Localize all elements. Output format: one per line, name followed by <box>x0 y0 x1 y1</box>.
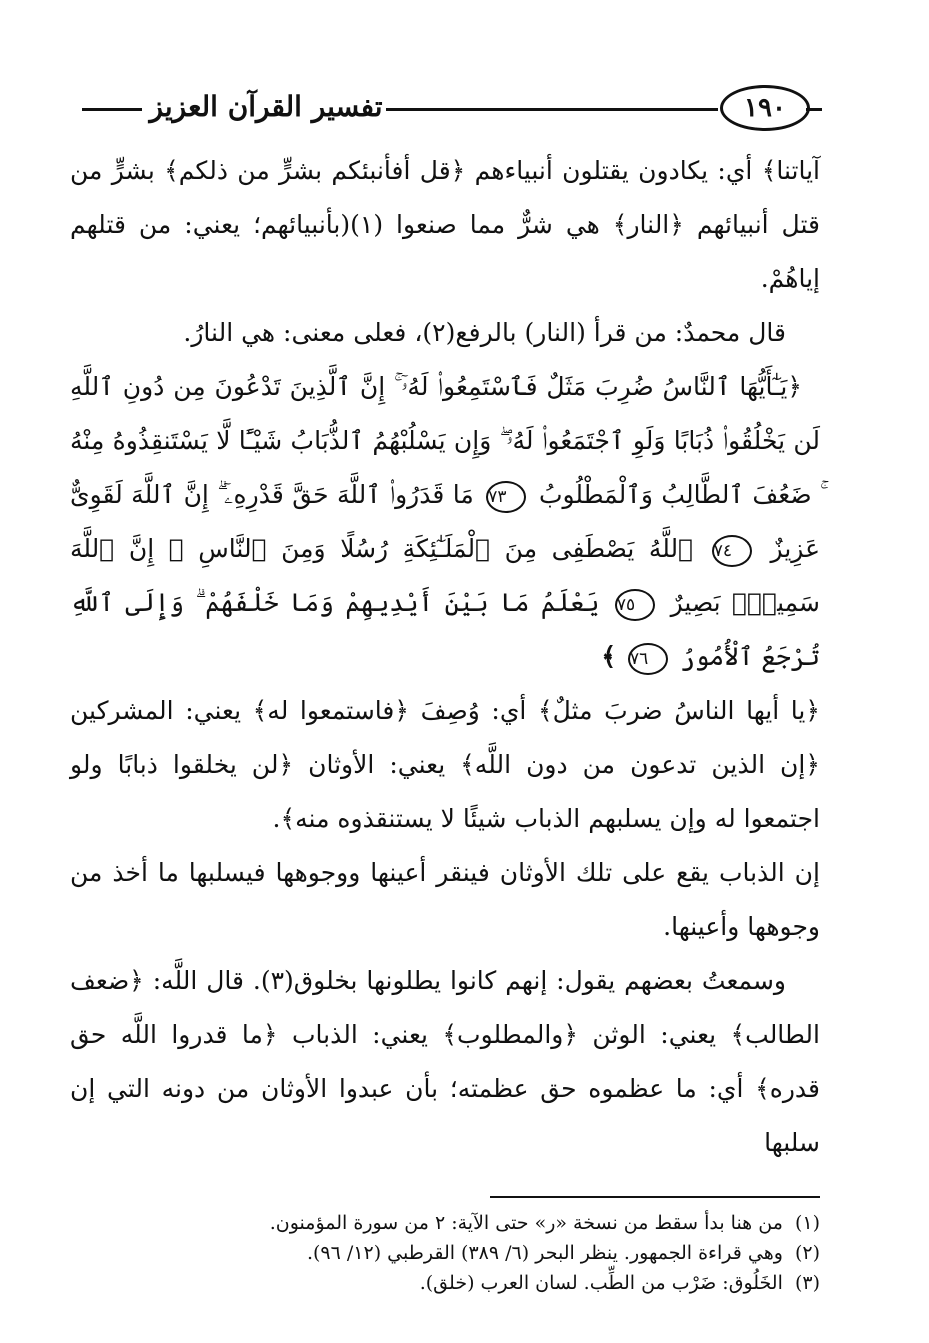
verse-number-marker: ٧٦ <box>628 643 668 675</box>
footnote <box>70 1208 820 1238</box>
footnote-text: من هنا بدأ سقط من نسخة «ر» حتى الآية: ٢ من سورة المؤمنون. <box>269 1212 783 1234</box>
footnote-number: (١) <box>794 1212 820 1234</box>
page-header <box>70 82 820 144</box>
paragraph-4: إن الذباب يقع على تلك الأوثان فينقر أعينها ووجوهها فيسلبها ما أخذ من وجوهها وأعينها. <box>70 858 820 941</box>
running-title: تفسير القرآن العزيز <box>149 90 383 123</box>
footnote-number: (٣) <box>794 1272 820 1294</box>
paragraph-5: وسمعتُ بعضهم يقول: إنهم كانوا يطلونها بخلوق(٣). قال اللَّه: ﴿ضعف الطالب﴾ يعني: الوثن ﴿والمطلوب﴾ يعني: الذباب ﴿ما قدروا اللَّه حق قدره﴾ أي: ما عظموه حق عظمته؛ بأن عبدوا الأوثان من دونه التي إن سلبها <box>70 966 820 1157</box>
footnote <box>70 1268 820 1298</box>
page-number-badge: ١٩٠ <box>720 85 810 131</box>
verse-number-marker: ٧٥ <box>615 589 655 621</box>
verse-number-marker: ٧٤ <box>712 535 752 567</box>
header-rule-middle <box>386 108 718 111</box>
footnote-text: الخَلُوق: ضَرْب من الطِّب. لسان العرب (خلق). <box>419 1272 783 1294</box>
quran-passage <box>70 360 820 684</box>
book-page <box>70 82 820 1298</box>
footnote <box>70 1238 820 1268</box>
quran-segment-3: ٱللَّهُ يَصْطَفِى مِنَ ٱلْمَلَـٰٓئِكَةِ رُسُلًا وَمِنَ ٱلنَّاسِ ۚ إِنَّ ٱللَّهَ سَمِيعٌۢ بَصِيرٌ <box>70 534 821 617</box>
header-rule-left <box>82 108 142 111</box>
closing-ornament: ﴾ <box>601 642 617 671</box>
header-rule-right <box>806 108 822 111</box>
quran-segment-1: ﴿يَـٰٓأَيُّهَا ٱلنَّاسُ ضُرِبَ مَثَلٌ فَٱسْتَمِعُوا۟ لَهُۥٓ ۚ إِنَّ ٱلَّذِينَ تَدْعُونَ مِن دُونِ ٱللَّهِ لَن يَخْلُقُوا۟ ذُبَابًا وَلَوِ ٱجْتَمَعُوا۟ لَهُۥ ۖ وَإِن يَسْلُبْهُمُ ٱلذُّبَابُ شَيْـًٔا لَّا يَسْتَنقِذُوهُ مِنْهُ ۚ ضَعُفَ ٱلطَّالِبُ وَٱلْمَطْلُوبُ <box>70 372 821 509</box>
paragraph-2: قال محمدٌ: من قرأ (النار) بالرفع(٢)، فعلى معنى: هي النارُ. <box>183 318 786 347</box>
footnote-separator <box>490 1196 820 1198</box>
quran-segment-4: يَعْلَمُ مَا بَيْنَ أَيْدِيهِمْ وَمَا خَلْفَهُمْ ۗ وَإِلَى ٱللَّهِ تُرْجَعُ ٱلْأُمُورُ <box>70 588 820 671</box>
footnote-text: وهي قراءة الجمهور. ينظر البحر (٦/ ٣٨٩) القرطبي (١٢/ ٩٦). <box>306 1242 783 1264</box>
quran-segment-2: مَا قَدَرُوا۟ ٱللَّهَ حَقَّ قَدْرِهِۦٓ ۗ إِنَّ ٱللَّهَ لَقَوِىٌّ عَزِيزٌ <box>70 480 820 563</box>
paragraph-3: ﴿يا أيها الناسُ ضربَ مثلٌ﴾ أي: وُصِفَ ﴿فاستمعوا له﴾ يعني: المشركين ﴿إن الذين تدعون من دون اللَّه﴾ يعني: الأوثان ﴿لن يخلقوا ذبابًا ولو اجتمعوا له وإن يسلبهم الذباب شيئًا لا يستنقذوه منه﴾. <box>70 696 820 833</box>
verse-number-marker: ٧٣ <box>486 481 526 513</box>
footnotes <box>70 1208 820 1298</box>
footnote-number: (٢) <box>794 1242 820 1264</box>
commentary-text <box>70 144 820 1170</box>
paragraph-1: آياتنا﴾ أي: يكادون يقتلون أنبياءهم ﴿قل أفأنبئكم بشرٍّ من ذلكم﴾ بشرٍّ من قتل أنبيائهم ﴿النار﴾ هي شرٌّ مما صنعوا (١)(بأنبيائهم؛ يعني: من قتلهم إياهُمْ. <box>70 156 820 293</box>
